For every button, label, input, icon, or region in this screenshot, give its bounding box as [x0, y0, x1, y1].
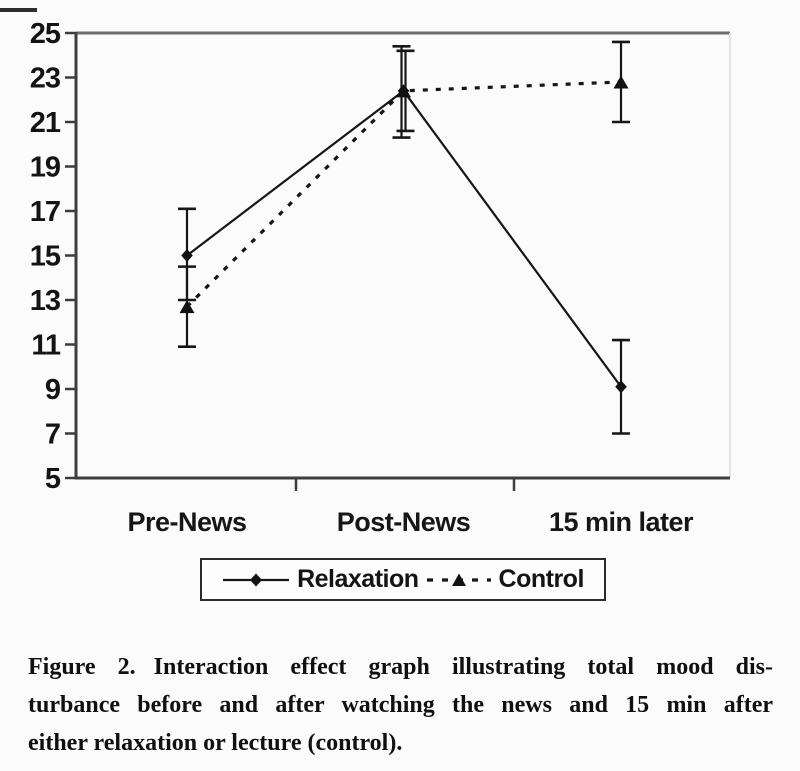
y-tick-label-17: 17 — [29, 196, 60, 228]
y-tick-label-11: 11 — [31, 329, 60, 362]
triangle-marker-icon — [452, 573, 466, 586]
diamond-marker-icon — [250, 573, 262, 586]
control-point-2-triangle-marker-icon — [614, 75, 629, 88]
y-tick-label-15: 15 — [29, 240, 60, 273]
x-category-label-1: Post-News — [336, 507, 471, 537]
y-tick-label-13: 13 — [29, 285, 60, 317]
caption-text-1: Interaction effect graph illustrating total mood dis- — [153, 654, 774, 680]
control-line-sample — [426, 571, 492, 589]
chart-legend — [200, 558, 606, 601]
y-tick-label-25: 25 — [29, 18, 60, 50]
legend-label-control: Control — [498, 565, 584, 593]
y-tick-label-7: 7 — [44, 418, 60, 451]
x-category-label-0: Pre-News — [127, 507, 247, 537]
y-tick-label-19: 19 — [29, 151, 60, 184]
control-series-line — [187, 82, 621, 307]
control-point-0-triangle-marker-icon — [180, 300, 195, 313]
x-category-label-2: 15 min later — [548, 507, 694, 537]
caption-line-3: either relaxation or lecture (control). — [28, 730, 403, 756]
y-tick-label-23: 23 — [29, 62, 60, 95]
y-tick-label-21: 21 — [29, 107, 60, 139]
caption-line-1 — [28, 648, 773, 686]
figure-number: Figure 2. — [28, 654, 136, 680]
y-tick-label-9: 9 — [44, 374, 60, 406]
relaxation-series-line — [187, 91, 621, 387]
relaxation-point-0-diamond-marker-icon — [181, 249, 193, 262]
relaxation-line-sample — [222, 571, 290, 589]
caption-line-2: turbance before and after watching the news and 15 min after — [28, 692, 773, 718]
figure-caption — [28, 648, 773, 762]
legend-label-relaxation: Relaxation — [297, 565, 419, 593]
y-tick-label-5: 5 — [44, 463, 60, 495]
